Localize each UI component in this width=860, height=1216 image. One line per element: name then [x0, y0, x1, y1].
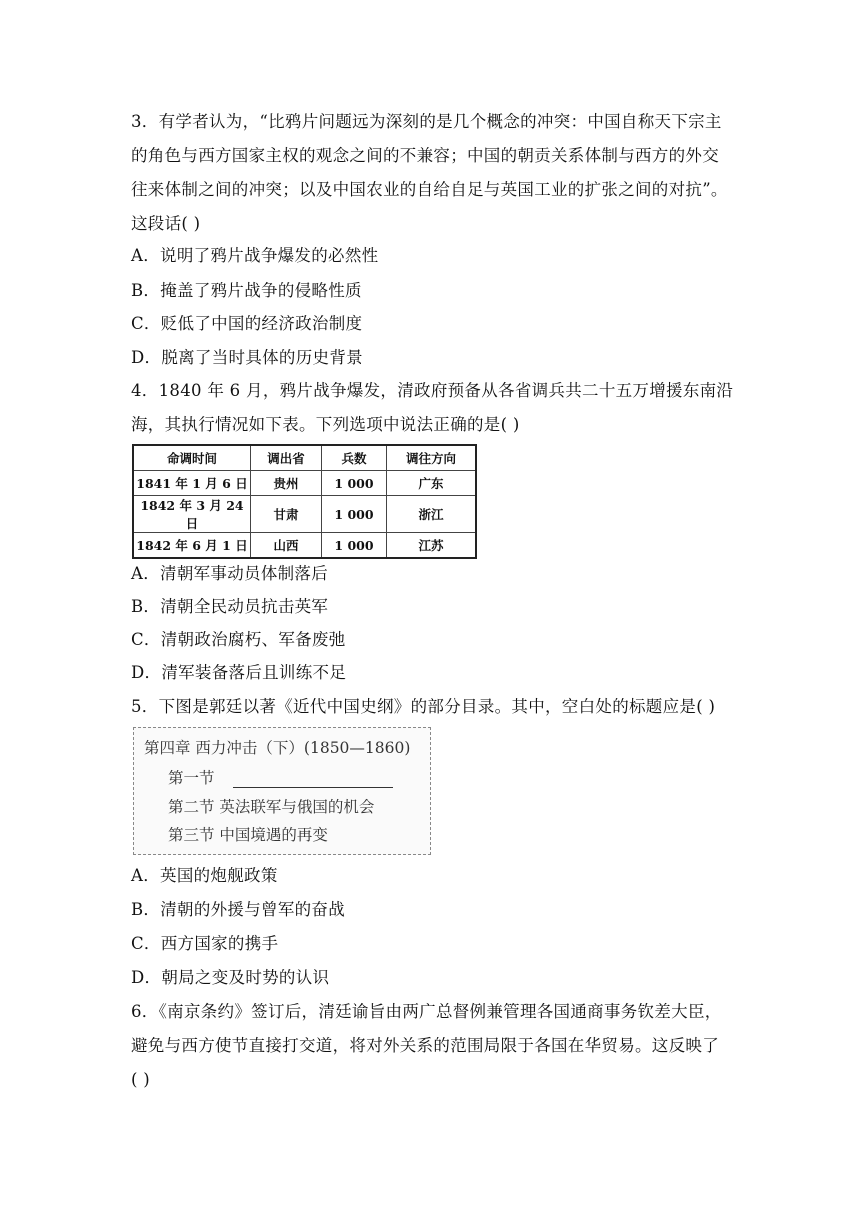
toc-blank-line: [233, 771, 393, 788]
table-cell: 江苏: [387, 533, 477, 559]
q5-option-a: A．英国的炮舰政策: [131, 866, 278, 885]
table-header-cell: 命调时间: [133, 445, 251, 471]
table-header-row: [133, 445, 476, 471]
q4-option-b: B．清朝全民动员抗击英军: [131, 597, 329, 616]
table-cell: 1 000: [322, 496, 387, 533]
q5-option-d: D．朝局之变及时势的认识: [131, 968, 330, 987]
q4-troop-table: [132, 444, 477, 559]
table-cell: 甘肃: [251, 496, 322, 533]
q3-option-d: D．脱离了当时具体的历史背景: [131, 348, 363, 367]
q4-option-c: C．清朝政治腐朽、军备废弛: [131, 630, 346, 649]
q5-table-of-contents: [133, 727, 431, 855]
table-header-cell: 兵数: [322, 445, 387, 471]
q5-stem-line-1: 5．下图是郭廷以著《近代中国史纲》的部分目录。其中，空白处的标题应是( ): [131, 697, 716, 716]
table-cell: 1842 年 6 月 1 日: [133, 533, 251, 559]
q3-stem-line-2: 的角色与西方国家主权的观念之间的不兼容；中国的朝贡关系体制与西方的外交: [131, 146, 719, 165]
toc-chapter: 第四章 西力冲击（下）(1850—1860): [144, 739, 411, 757]
table-cell: 1 000: [322, 533, 387, 559]
q4-option-d: D．清军装备落后且训练不足: [131, 663, 347, 682]
toc-section-1: [168, 766, 393, 788]
q3-option-c: C．贬低了中国的经济政治制度: [131, 314, 363, 333]
q5-option-c: C．西方国家的携手: [131, 934, 279, 953]
q3-stem-line-4: 这段话( ): [131, 214, 201, 233]
table-cell: 广东: [387, 471, 477, 496]
q6-stem-line-1: 6．《南京条约》签订后，清廷谕旨由两广总督例兼管理各国通商事务钦差大臣，: [131, 1002, 722, 1021]
q3-stem-line-3: 往来体制之间的冲突；以及中国农业的自给自足与英国工业的扩张之间的对抗”。: [131, 180, 728, 199]
table-header-cell: 调出省: [251, 445, 322, 471]
table-cell: 1 000: [322, 471, 387, 496]
table-row: [133, 471, 476, 496]
toc-section-3: 第三节 中国境遇的再变: [168, 826, 328, 844]
table-cell: 山西: [251, 533, 322, 559]
table-cell: 浙江: [387, 496, 477, 533]
q3-option-b: B．掩盖了鸦片战争的侵略性质: [131, 281, 362, 300]
q3-stem-line-1: 3．有学者认为，“比鸦片问题远为深刻的是几个概念的冲突：中国自称天下宗主: [131, 112, 722, 131]
toc-section-2: 第二节 英法联军与俄国的机会: [168, 798, 375, 816]
table-cell: 1841 年 1 月 6 日: [133, 471, 251, 496]
q4-option-a: A．清朝军事动员体制落后: [131, 564, 329, 583]
table-row: [133, 533, 476, 559]
table-row: [133, 496, 476, 533]
table-cell: 贵州: [251, 471, 322, 496]
table-cell: 1842 年 3 月 24 日: [133, 496, 251, 533]
q6-stem-line-3: ( ): [131, 1070, 151, 1089]
q4-stem-line-1: 4．1840 年 6 月，鸦片战争爆发，清政府预备从各省调兵共二十五万增援东南沿: [131, 381, 734, 400]
toc-section-1-label: 第一节: [168, 769, 215, 787]
q6-stem-line-2: 避免与西方使节直接打交道，将对外关系的范围局限于各国在华贸易。这反映了: [131, 1036, 719, 1055]
table-header-cell: 调往方向: [387, 445, 477, 471]
q3-option-a: A．说明了鸦片战争爆发的必然性: [131, 246, 379, 265]
q5-option-b: B．清朝的外援与曾军的奋战: [131, 900, 346, 919]
q4-stem-line-2: 海，其执行情况如下表。下列选项中说法正确的是( ): [131, 415, 520, 434]
